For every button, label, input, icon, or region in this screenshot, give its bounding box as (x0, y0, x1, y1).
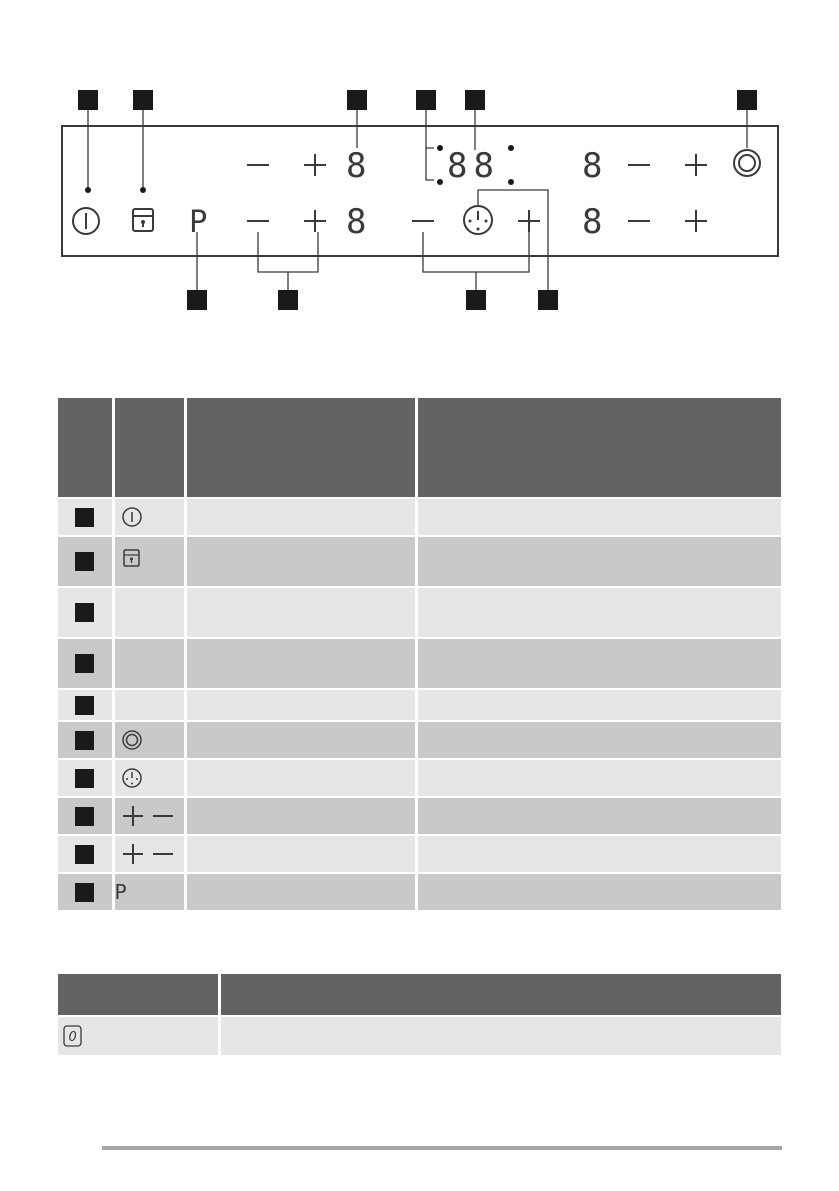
timer-icon[interactable] (464, 206, 492, 234)
panel-frame (62, 126, 778, 256)
callout-marker (75, 807, 94, 826)
header-cell (113, 398, 185, 498)
function-cell (185, 638, 416, 689)
table-row (58, 759, 781, 797)
control-panel-diagram (0, 0, 839, 330)
table-header (58, 398, 781, 498)
callout-marker-top-6 (737, 90, 757, 110)
callout-marker (75, 883, 94, 902)
comment-cell (416, 873, 781, 911)
table-row (58, 536, 781, 587)
callout-marker (75, 603, 94, 622)
callout-marker (75, 552, 94, 571)
callout-marker (75, 769, 94, 788)
callout-marker-bottom-4 (538, 290, 558, 310)
svg-text:0: 0 (68, 1030, 77, 1045)
symbol-cell (113, 638, 185, 689)
symbol-cell (113, 689, 185, 721)
function-cell (185, 587, 416, 638)
function-cell (185, 721, 416, 759)
footer-rule (102, 1146, 782, 1150)
comment-cell (416, 835, 781, 873)
callout-marker (75, 731, 94, 750)
power-icon (121, 506, 184, 528)
display-table (58, 974, 781, 1057)
comment-cell (416, 721, 781, 759)
plus-icon[interactable] (685, 210, 707, 232)
timer-icon (121, 767, 184, 789)
header-cell (416, 398, 781, 498)
plus-icon[interactable] (304, 210, 326, 232)
function-cell (185, 797, 416, 835)
table-row (58, 797, 781, 835)
bridge-zone-icon[interactable] (734, 150, 760, 176)
callout-marker-bottom-3 (466, 290, 486, 310)
function-cell (185, 873, 416, 911)
callout-marker (75, 696, 94, 715)
table-row (58, 689, 781, 721)
lock-icon[interactable] (133, 209, 153, 231)
table-row (58, 721, 781, 759)
plus-minus-icon (121, 843, 184, 865)
zone-display-digit: 8 (346, 202, 367, 242)
table-row (58, 587, 781, 638)
power-icon[interactable] (73, 208, 99, 234)
function-cell (185, 759, 416, 797)
function-cell (185, 536, 416, 587)
program-symbol: P (113, 873, 185, 911)
callout-marker-bottom-1 (187, 290, 207, 310)
table-row (58, 835, 781, 873)
table-row (58, 1016, 781, 1056)
bridge-zone-icon (121, 729, 184, 751)
plus-icon[interactable] (304, 154, 326, 176)
plus-icon[interactable] (685, 154, 707, 176)
comment-cell (416, 689, 781, 721)
header-cell (185, 398, 416, 498)
function-cell (185, 689, 416, 721)
callout-marker-bottom-2 (278, 290, 298, 310)
table-row (58, 498, 781, 536)
function-table (58, 398, 781, 912)
callout-marker-top-4 (416, 90, 436, 110)
callout-marker-top-1 (78, 90, 98, 110)
comment-cell (416, 498, 781, 536)
comment-cell (416, 587, 781, 638)
callout-marker-top-3 (347, 90, 367, 110)
function-cell (185, 498, 416, 536)
comment-cell (416, 759, 781, 797)
table-header (58, 974, 781, 1016)
comment-cell (416, 797, 781, 835)
lock-icon (121, 547, 184, 569)
table-row (58, 873, 781, 911)
symbol-cell (113, 587, 185, 638)
timer-display: 88 (447, 146, 500, 186)
header-cell (219, 974, 781, 1016)
callout-marker (75, 508, 94, 527)
zero-display-icon (62, 1024, 218, 1048)
callout-marker-top-5 (465, 90, 485, 110)
zone-display-digit: 8 (582, 146, 603, 186)
callout-marker (75, 845, 94, 864)
comment-cell (416, 536, 781, 587)
program-key[interactable]: P (189, 205, 208, 240)
table-row (58, 638, 781, 689)
zone-display-digit: 8 (582, 202, 603, 242)
plus-icon[interactable] (518, 210, 540, 232)
function-cell (185, 835, 416, 873)
callout-marker (75, 654, 94, 673)
header-cell (58, 398, 113, 498)
plus-minus-icon (121, 805, 184, 827)
description-cell (219, 1016, 781, 1056)
header-cell (58, 974, 219, 1016)
zone-display-digit: 8 (346, 146, 367, 186)
callout-marker-top-2 (133, 90, 153, 110)
comment-cell (416, 638, 781, 689)
